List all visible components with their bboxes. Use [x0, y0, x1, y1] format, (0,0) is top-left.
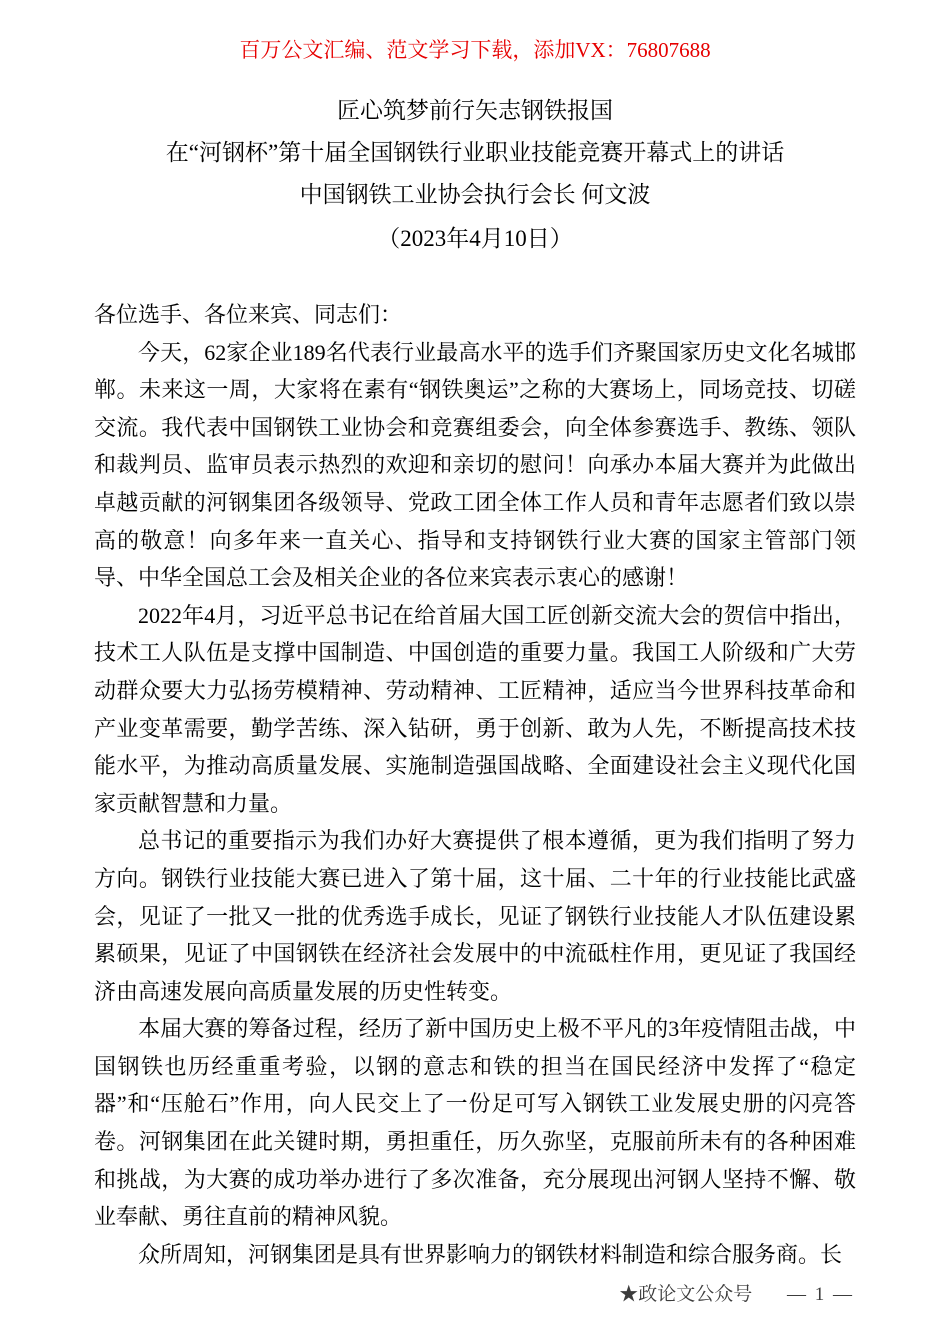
- document-title: 匠心筑梦前行矢志钢铁报国: [337, 98, 613, 123]
- paragraph-2: 2022年4月，习近平总书记在给首届大国工匠创新交流大会的贺信中指出，技术工人队伍是支撑中国制造、中国创造的重要力量。我国工人阶级和广大劳动群众要大力弘扬劳模精神、劳动精神、工匠精神，适应当今世界科技革命和产业变革需要，勤学苦练、深入钻研，勇于创新、敢为人先，不断提高技术技能水平，为推动高质量发展、实施制造强国战略、全面建设社会主义现代化国家贡献智慧和力量。: [94, 602, 856, 816]
- document-body: [94, 296, 856, 1273]
- page-number: — 1 —: [787, 1284, 854, 1305]
- author-line: 中国钢铁工业协会执行会长 何文波: [299, 182, 651, 207]
- document-subtitle: 在“河钢杯”第十届全国钢铁行业职业技能竞赛开幕式上的讲话: [165, 140, 785, 165]
- title-block: [94, 90, 856, 260]
- salutation: 各位选手、各位来宾、同志们：: [94, 302, 403, 327]
- paragraph-3: 总书记的重要指示为我们办好大赛提供了根本遵循，更为我们指明了努力方向。钢铁行业技能大赛已进入了第十届，这十届、二十年的行业技能比武盛会，见证了一批又一批的优秀选手成长，见证了钢铁行业技能人才队伍建设累累硕果，见证了中国钢铁在经济社会发展中的中流砥柱作用，更见证了我国经济由高速发展向高质量发展的历史性转变。: [94, 828, 856, 1004]
- paragraph-4: 本届大赛的筹备过程，经历了新中国历史上极不平凡的3年疫情阻击战，中国钢铁也历经重重考验，以钢的意志和铁的担当在国民经济中发挥了“稳定器”和“压舱石”作用，向人民交上了一份足可写入钢铁工业发展史册的闪亮答卷。河钢集团在此关键时期，勇担重任，历久弥坚，克服前所未有的各种困难和挑战，为大赛的成功举办进行了多次准备，充分展现出河钢人坚持不懈、敬业奉献、勇往直前的精神风貌。: [94, 1016, 856, 1230]
- footer-brand: ★政论文公众号: [619, 1284, 753, 1305]
- paragraph-1: 今天，62家企业189名代表行业最高水平的选手们齐聚国家历史文化名城邯郸。未来这一周，大家将在素有“钢铁奥运”之称的大赛场上，同场竞技、切磋交流。我代表中国钢铁工业协会和竞赛组委会，向全体参赛选手、教练、领队和裁判员、监审员表示热烈的欢迎和亲切的慰问！向承办本届大赛并为此做出卓越贡献的河钢集团各级领导、党政工团全体工作人员和青年志愿者们致以崇高的敬意！向多年来一直关心、指导和支持钢铁行业大赛的国家主管部门领导、中华全国总工会及相关企业的各位来宾表示衷心的感谢！: [94, 339, 856, 591]
- paragraph-5: 众所周知，河钢集团是具有世界影响力的钢铁材料制造和综合服务商。长: [138, 1241, 843, 1267]
- date-line: （2023年4月10日）: [377, 226, 573, 251]
- download-notice-banner: 百万公文汇编、范文学习下载，添加VX：76807688: [239, 38, 711, 62]
- page-footer: [619, 1279, 854, 1306]
